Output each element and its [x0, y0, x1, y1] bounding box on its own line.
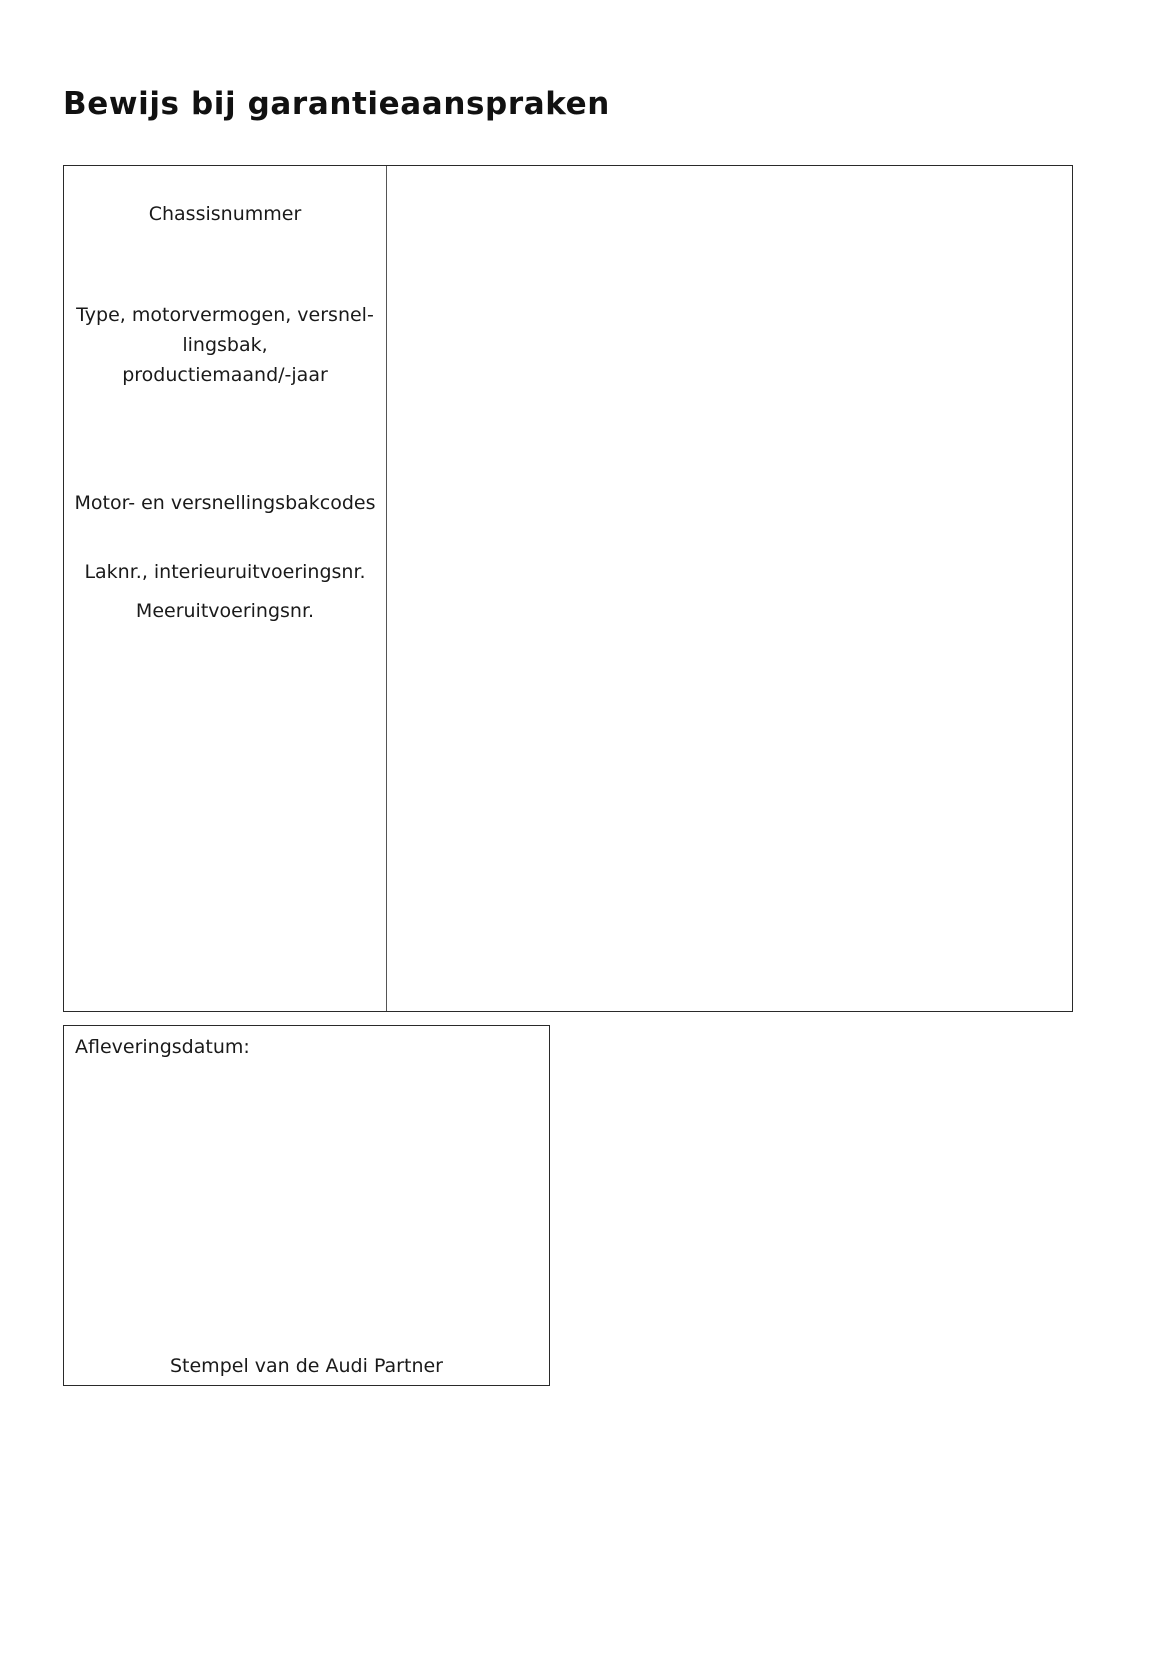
- page-title: Bewijs bij garantieaanspraken: [63, 86, 610, 122]
- paint-interior-number-label: Laknr., interieuruitvoeringsnr.: [84, 561, 366, 583]
- delivery-date-label: Afleveringsdatum:: [75, 1036, 250, 1058]
- delivery-stamp-box[interactable]: [63, 1025, 550, 1386]
- type-label: [64, 300, 386, 390]
- label-column: [64, 166, 387, 1011]
- vehicle-details-table: [63, 165, 1073, 1012]
- type-label-line-1: Type, motorvermogen, versnel-: [76, 304, 374, 326]
- type-label-line-3: productiemaand/-jaar: [122, 364, 328, 386]
- value-entry-area[interactable]: [387, 166, 1072, 1011]
- engine-gearbox-codes-label: Motor- en versnellingsbakcodes: [74, 492, 376, 514]
- options-number-label: Meeruitvoeringsnr.: [135, 600, 315, 622]
- dealer-stamp-label: Stempel van de Audi Partner: [169, 1355, 443, 1377]
- type-label-line-2: lingsbak,: [182, 334, 268, 356]
- chassis-number-label: Chassisnummer: [148, 203, 302, 225]
